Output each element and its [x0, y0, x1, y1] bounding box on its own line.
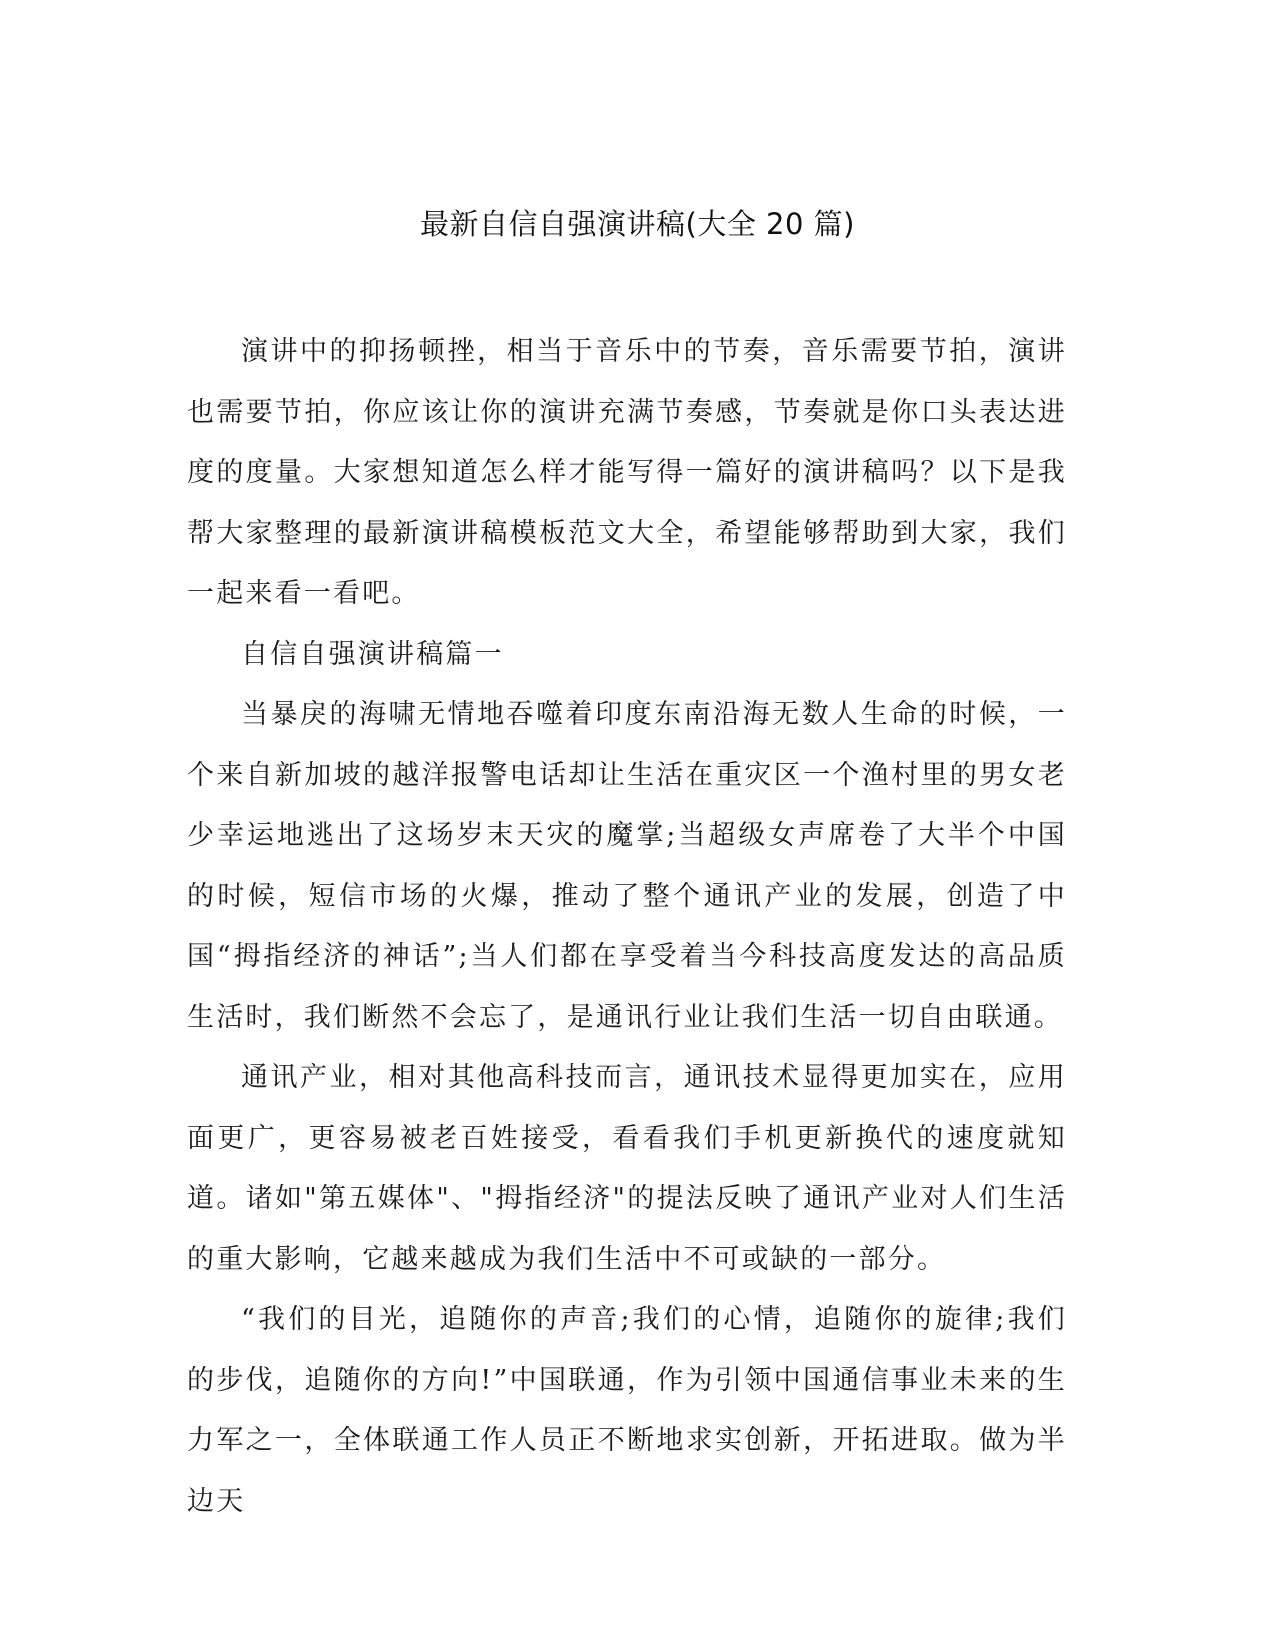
body-paragraph: 通讯产业，相对其他高科技而言，通讯技术显得更加实在，应用面更广，更容易被老百姓接受，看看我们手机更新换代的速度就知道。诸如"第五媒体"、"拇指经济"的提法反映了通讯产业对人们生活的重大影响，它越来越成为我们生活中不可或缺的一部分。 [187, 1062, 1067, 1275]
body-paragraph: “我们的目光，追随你的声音;我们的心情，追随你的旋律;我们的步伐，追随你的方向!”中国联通，作为引领中国通信事业未来的生力军之一，全体联通工作人员正不断地求实创新，开拓进取。做为半边天 [187, 1304, 1067, 1517]
intro-paragraph: 演讲中的抑扬顿挫，相当于音乐中的节奏，音乐需要节拍，演讲也需要节拍，你应该让你的演讲充满节奏感，节奏就是你口头表达进度的度量。大家想知道怎么样才能写得一篇好的演讲稿吗？以下是我帮大家整理的最新演讲稿模板范文大全，希望能够帮助到大家，我们一起来看一看吧。 [187, 336, 1067, 609]
body-paragraph: 当暴戾的海啸无情地吞噬着印度东南沿海无数人生命的时候，一个来自新加坡的越洋报警电话却让生活在重灾区一个渔村里的男女老少幸运地逃出了这场岁末天灾的魔掌;当超级女声席卷了大半个中国的时候，短信市场的火爆，推动了整个通讯产业的发展，创造了中国“拇指经济的神话”;当人们都在享受着当今科技高度发达的高品质生活时，我们断然不会忘了，是通讯行业让我们生活一切自由联通。 [187, 699, 1067, 1033]
document-body [187, 322, 1067, 1532]
document-title: 最新自信自强演讲稿(大全 20 篇) [420, 207, 855, 241]
section-heading: 自信自强演讲稿篇一 [241, 638, 504, 670]
